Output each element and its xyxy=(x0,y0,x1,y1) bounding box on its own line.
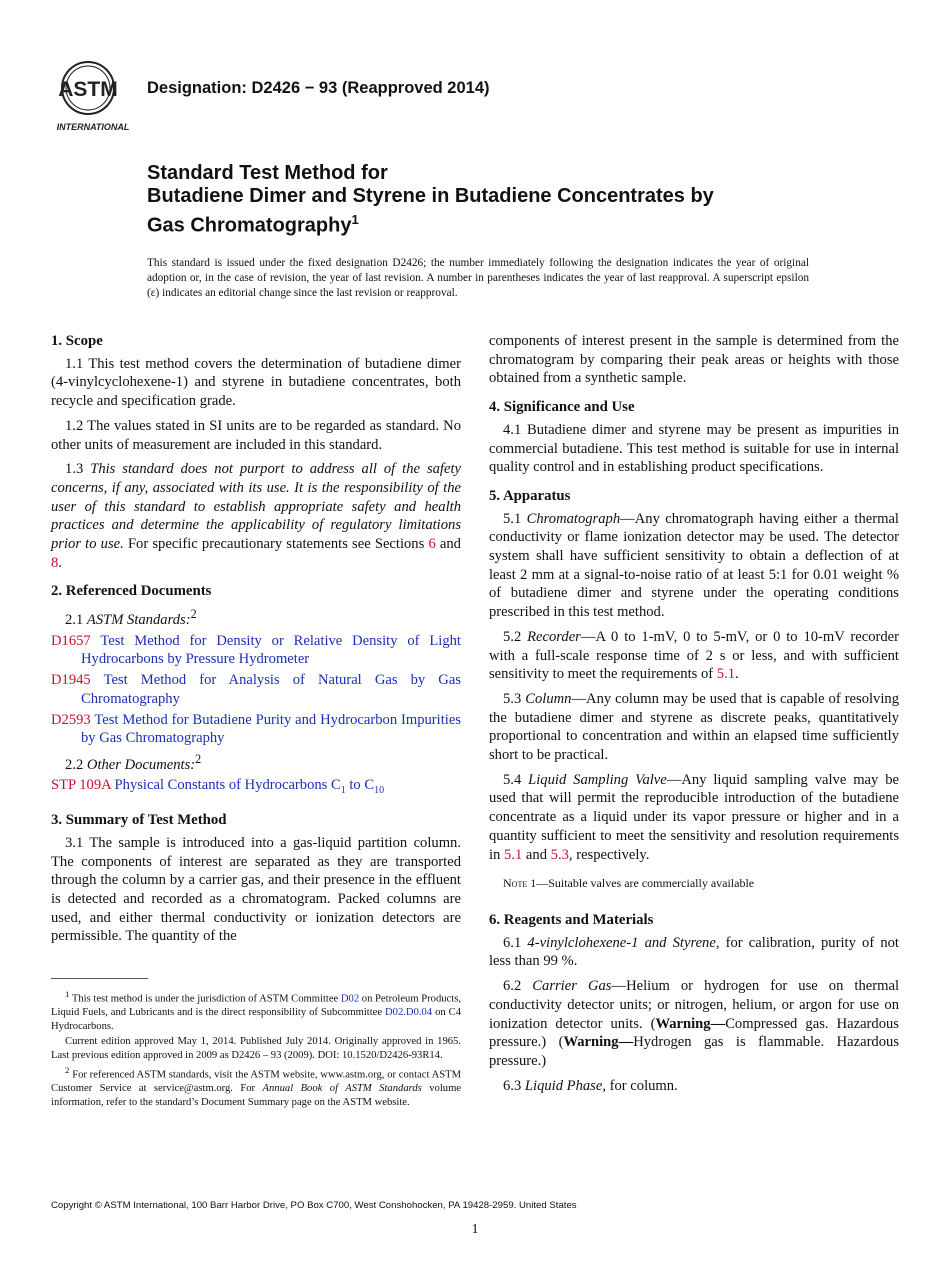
section-heading: 5. Apparatus xyxy=(489,487,571,504)
paragraph-1-2: 1.2 The values stated in SI units are to be regarded as standard. No other units of measurement are included in this standard. xyxy=(51,417,461,453)
paragraph-5-2: 5.2 Recorder—A 0 to 1-mV, 0 to 5-mV, or 0 to 10-mV recorder with a full-scale response time of 2 s or less, and with sufficient sensitivity to meet the requirements of 5.1. xyxy=(489,628,899,683)
section-5-1-link[interactable]: 5.1 xyxy=(716,666,736,683)
paragraph-5-4: 5.4 Liquid Sampling Valve—Any liquid sampling valve may be used that will permit the reproducible introduction of the butadiene concentrate as a liquid under its vapor pressure or higher and in a quantity sufficient to meet the sensitivity and resolution requirements in 5.1 and 5.3, respectively. xyxy=(489,771,899,863)
issuance-note: This standard is issued under the fixed designation D2426; the number immediately following the designation indicates the year of original adoption or, in the case of revision, the year of last revision. A number in parentheses indicates the year of last reapproval. A superscript epsilon (ε) indicates an editorial change since the last revision or reapproval. xyxy=(147,257,809,299)
logo-subtext: INTERNATIONAL xyxy=(56,122,130,132)
astm-standards-label: 2.1 ASTM Standards:$^2$ xyxy=(65,607,197,628)
section-8-link[interactable]: 8 xyxy=(51,554,59,571)
paragraph-6-2: 6.2 Carrier Gas—Helium or hydrogen for use on thermal conductivity detector units; or nitrogen, helium, or argon for use on ionization detector units. (Warning—Compressed gas. Hazardous pressure.) (Warning—Hydrogen gas is flammable. Hazardous pressure.) xyxy=(489,978,900,1069)
section-scope xyxy=(51,332,461,572)
paragraph-1-3: 1.3 This standard does not purport to address all of the safety concerns, if any, associated with its use. It is the responsibility of the user of this standard to establish appropriate safety and health practices and determine the applicability of regulatory limitations prior to use. For specific precautionary statements see Sections 6 and 8. xyxy=(51,461,461,571)
reference-item[interactable]: D1657 Test Method for Density or Relative Density of Light Hydrocarbons by Pressure Hydrometer xyxy=(51,632,461,668)
section-heading: 1. Scope xyxy=(51,333,103,349)
paragraph-6-1: 6.1 4-vinylclohexene-1 and Styrene, for calibration, purity of not less than 99 %. xyxy=(489,934,899,970)
paragraph-1-1: 1.1 This test method covers the determination of butadiene dimer (4-vinylcyclohexene-1) and styrene in butadiene concentrates, both recycle and specification grade. xyxy=(51,355,461,410)
paragraph-3-1-continued: components of interest present in the sample is determined from the chromatogram by comparing their peak areas or heights with those obtained from a synthetic sample. xyxy=(489,333,899,387)
note-1: Note 1—Suitable valves are commercially available xyxy=(503,876,755,891)
paragraph-6-3: 6.3 Liquid Phase, for column. xyxy=(503,1077,678,1094)
section-significance xyxy=(489,398,899,477)
section-heading: 3. Summary of Test Method xyxy=(51,812,227,829)
section-apparatus xyxy=(489,487,899,893)
title-line-2: Butadiene Dimer and Styrene in Butadiene Concentrates by xyxy=(147,185,714,207)
copyright-notice: Copyright © ASTM International, 100 Barr Harbor Drive, PO Box C700, West Conshohocken, PA 19428-2959. United States xyxy=(51,1200,577,1211)
paragraph-3-1: 3.1 The sample is introduced into a gas-liquid partition column. The components of interest are separated as they are transported through the column by a carrier gas, and their presence in the effluent is detected and recorded as a chromatogram. Packed columns are used, and either thermal conductivity or ionization detectors are permissible. The quantity of the xyxy=(51,834,461,945)
paragraph-4-1: 4.1 Butadiene dimer and styrene may be present as impurities in commercial butadiene. This test method is suitable for use in internal quality control and in establishing product specifications. xyxy=(489,421,899,476)
left-column xyxy=(51,332,461,956)
footnote-edition: Current edition approved May 1, 2014. Published July 2014. Originally approved in 1965. Last previous edition approved in 2009 as D2426 – 93 (2009). DOI: 10.1520/D2426-93R14. xyxy=(51,1036,461,1061)
footnote-2: $^2$ For referenced ASTM standards, visit the ASTM website, www.astm.org, or contact ASTM Customer Service at service@astm.org. For Annual Book of ASTM Standards volume information, refer to the standard’s Document Summary page on the ASTM website. xyxy=(51,1065,462,1108)
section-5-3-link[interactable]: 5.3 xyxy=(550,846,569,863)
document-title xyxy=(147,162,847,238)
logo-text: ASTM xyxy=(58,78,118,101)
footnote-1: $^1$ This test method is under the jurisdiction of ASTM Committee D02 on Petroleum Products, Liquid Fuels, and Lubricants and is the direct responsibility of Subcommittee D02.D0.04 on C4 Hydrocarbons. xyxy=(51,989,461,1032)
astm-logo xyxy=(50,58,136,134)
section-5-1-link[interactable]: 5.1 xyxy=(504,846,523,863)
section-heading: 2. Referenced Documents xyxy=(51,583,212,600)
title-line-3: Gas Chromatography xyxy=(147,214,352,237)
subcommittee-link[interactable]: D02.D0.04 xyxy=(385,1007,433,1019)
section-summary xyxy=(51,811,461,946)
page-number: 1 xyxy=(471,1222,479,1237)
section-reagents xyxy=(489,911,899,1095)
other-documents-label: 2.2 Other Documents:$^2$ xyxy=(65,751,202,773)
paragraph-5-3: 5.3 Column—Any column may be used that is capable of resolving the butadiene dimer and styrene as discrete peaks, quantitatively proportional to concentration and within an elapsed time sufficiently short to be practical. xyxy=(489,690,899,764)
footnote-divider xyxy=(51,978,148,979)
designation: Designation: D2426 − 93 (Reapproved 2014) xyxy=(147,79,490,97)
title-footnote-mark: 1 xyxy=(351,212,359,227)
section-referenced-documents xyxy=(51,582,461,801)
reference-item[interactable]: D1945 Test Method for Analysis of Natural Gas by Gas Chromatography xyxy=(51,672,461,707)
reference-item-stp[interactable]: STP 109A Physical Constants of Hydrocarbons $C_1$ to $C_{10}$ xyxy=(51,777,385,797)
committee-d02-link[interactable]: D02 xyxy=(340,993,360,1005)
title-line-1: Standard Test Method for xyxy=(147,162,388,184)
footnotes xyxy=(51,988,461,1111)
section-heading: 4. Significance and Use xyxy=(489,399,635,416)
right-column xyxy=(489,332,899,1105)
paragraph-5-1: 5.1 Chromatograph—Any chromatograph having either a thermal conductivity or flame ionization detector may be used. The detector system shall have sufficient sensitivity to obtain a deflection of at least 2 mm at a signal-to-noise ratio of at least 5:1 for 0.01 weight % of butadiene dimer and styrene under the operating conditions prescribed in this test method. xyxy=(489,510,899,621)
section-heading: 6. Reagents and Materials xyxy=(489,911,654,928)
reference-item[interactable]: D2593 Test Method for Butadiene Purity and Hydrocarbon Impurities by Gas Chromatography xyxy=(51,711,461,747)
section-6-link[interactable]: 6 xyxy=(428,536,436,553)
